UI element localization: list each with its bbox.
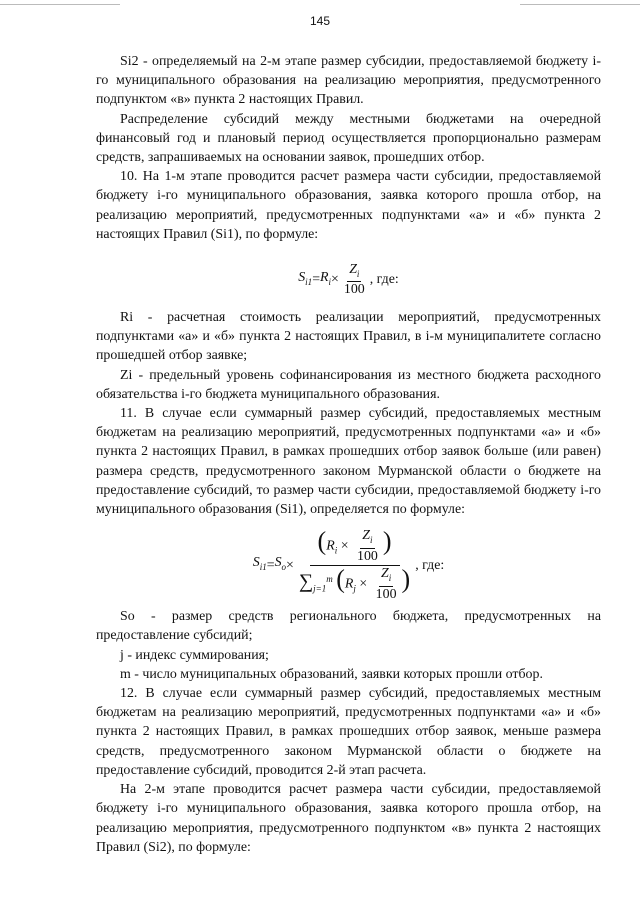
- paragraph-11: 11. В случае если суммарный размер субсидий, предоставляемых местным бюджетам на реализацию мероприятий, предусмотренных подпунктами «а» и «б» пункта 2 настоящих Правил, в рамках прошедших отбор заявок больше (или равен) размера средств, предусмотренного законом Мурманской области о бюджете на предоставление субсидий, то размер части субсидии, предоставляемой бюджету i-го муниципального образования (Si1), определяется по формуле:: [96, 406, 601, 518]
- formula1-fraction: $\frac{Z_i}{100}$: [343, 261, 365, 298]
- top-rule-left: [0, 4, 120, 5]
- paragraph-so-definition: So - размер средств регионального бюджета, предусмотренных на предоставление субсидий;: [96, 609, 601, 644]
- top-rule-right: [520, 4, 640, 5]
- paragraph-10: 10. На 1-м этапе проводится расчет размера части субсидии, предоставляемой бюджету i-го муниципального образования, заявка которого прошла отбор, на реализацию мероприятий, предусмотренных подпунктами «а» и «б» пункта 2 настоящих Правил (Si1), по формуле:: [96, 169, 601, 242]
- formula-si1-proportional: $S_{i1}$ = $S_o$ × ($R_i$ × $\frac{Z_i}{100}$ ) $\sum_{j=1}^m$ ($R_j$ × $\frac{Z_i}{100}$ ) , где:: [252, 526, 445, 602]
- document-body: [96, 52, 601, 857]
- paragraph-j-definition: j - индекс суммирования;: [120, 647, 269, 663]
- paragraph-zi-definition: Zi - предельный уровень софинансирования из местного бюджета расходного обязательства i-го бюджета муниципального образования.: [96, 367, 601, 402]
- formula2-lhs: $S_{i1}$: [252, 555, 267, 573]
- paragraph-stage2: На 2-м этапе проводится расчет размера части субсидии, предоставляемой бюджету i-го муниципального образования, заявка которого прошла отбор, на реализацию мероприятия, предусмотренного подпунктом «в» пункта 2 настоящих Правил (Si2), по формуле:: [96, 782, 601, 855]
- paragraph-si2-definition: Si2 - определяемый на 2-м этапе размер субсидии, предоставляемой бюджету i-го муниципального образования на реализацию мероприятия, предусмотренного подпунктом «в» пункта 2 настоящих Правил.: [96, 54, 601, 108]
- page-number: 145: [309, 14, 331, 28]
- paragraph-distribution: Распределение субсидий между местными бюджетами на очередной финансовый год и плановый период осуществляется пропорционально размерам средств, запрашиваемых на основании заявок, прошедших отбор.: [96, 111, 601, 166]
- formula-si1-stage1: $S_{i1}$ = $R_i$ × $\frac{Z_i}{100}$ , где:: [298, 261, 399, 298]
- paragraph-12: 12. В случае если суммарный размер субсидий, предоставляемых местным бюджетам на реализацию мероприятий, предусмотренных подпунктами «а» и «б» пункта 2 настоящих Правил, в рамках прошедших отбор заявок, меньше размера средств, предусмотренного законом Мурманской области о бюджете на предоставление субсидий, проводится 2-й этап расчета.: [96, 686, 601, 778]
- sum-symbol: ∑: [298, 570, 314, 593]
- formula1-r: $R_i$: [320, 270, 332, 287]
- paragraph-m-definition: m - число муниципальных образований, заявки которых прошли отбор.: [120, 666, 543, 682]
- formula1-lhs: $S_{i1}$: [298, 270, 313, 287]
- paragraph-ri-definition: Ri - расчетная стоимость реализации мероприятий, предусмотренных подпунктами «а» и «б» пункта 2 настоящих Правил, в i-м муниципалитете согласно прошедшей отбор заявке;: [96, 310, 601, 364]
- formula2-fraction: ($R_i$ × $\frac{Z_i}{100}$ ) $\sum_{j=1}^m$ ($R_j$ × $\frac{Z_i}{100}$ ): [298, 526, 411, 602]
- formula2-so: $S_o$: [274, 555, 287, 573]
